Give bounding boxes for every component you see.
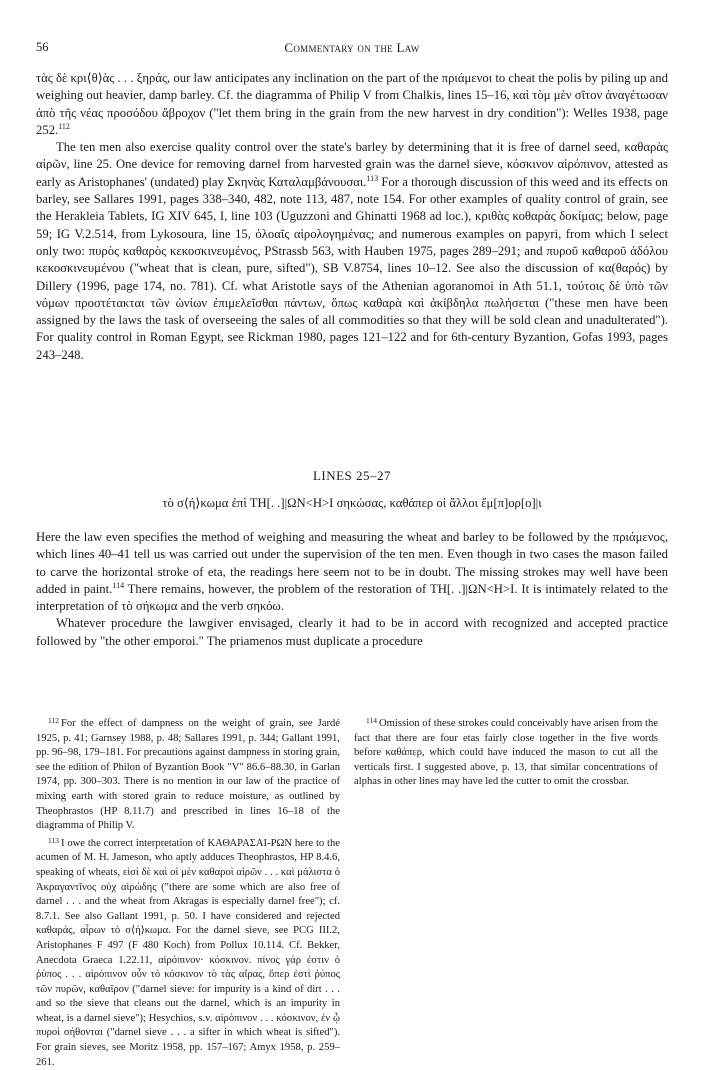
- footnote-112: $^{112}$ For the effect of dampness on the weight of grain, see Jardé 1925, p. 41; Garnsey 1988, p. 48; Sallares 1991, p. 344; Gallant 1991, pp. 96–98, 179–181. For precautions against dampness in storing grain, see the edition of Philon of Byzantion Book "V" 86.6–88.30, in Garlan 1974, pp. 300–303. There is no mention in our law of the practice of mixing earth with stored grain to reduce moisture, as outlined by Theophrastos (HP 8.11.7) and prescribed in lines 16–18 of the diagramma of Philip V.: [36, 716, 340, 832]
- page-number: 56: [36, 40, 49, 54]
- paragraph: Whatever procedure the lawgiver envisaged, clearly it had to be in accord with recognized and accepted practice followed by "the other emporoi." The priamenos must duplicate a procedure: [36, 616, 668, 648]
- footnote-114: $^{114}$ Omission of these strokes could conceivably have arisen from the fact that there are four etas fairly close together in the five words before καθάπερ, which could have induced the mason to cut all the verticals first. I suggested above, p. 13, that similar concentrations of alphas in other lines may have led the cutter to omit the crossbar.: [354, 716, 658, 788]
- footnote-ref: 114: [112, 580, 125, 590]
- lemma: τὸ σ⟨ή⟩κωμα ἐπὶ ΤΗ[. .]|ΩΝ<Η>Ι σηκώσας, καθάπερ οἱ ἄλλοι ἔμ[π]ορ[ο]|ι: [162, 496, 542, 510]
- page-header: [36, 40, 668, 60]
- footnote-ref: 113: [366, 173, 379, 183]
- footnote-113: $^{113}$ I owe the correct interpretation of ΚΑΘΑΡΑΣΑΙ-ΡΩΝ here to the acumen of M. H. Jameson, who aptly adduces Theophrastos, HP 8.4.6, speaking of wheats, εἰσὶ δὲ καὶ οἱ μὲν καθαροὶ αἱρῶν . . . καὶ μάλιστα ὁ Ἀκραγαντῖνος οὐχ αἱρώδης ("there are some which are also free of darnel . . . and the wheat from Akragas is especially darnel free"); cf. 8.7.1. See also Gallant 1991, p. 50. I have considered and rejected καθαράς, αἶρων τὸ σ⟨ή⟩κωμα. For the darnel sieve, see PCG III.2, Aristophanes F 497 (F 480 Koch) from Pollux 10.114. Cf. Bekker, Anecdota Graeca 1.22.11, αἱρόπινον· κόσκινον. πίνος γάρ ἐστιν ὁ ῥύπος . . . αἱρόπινον οὖν τὸ κόσκινον τὸ τὰς αἴρας, ὅπερ ἐστὶ ῥύπος τῶν πυρῶν, καθαῖρον ("darnel sieve: for impurity is a kind of dirt . . . and so the sieve that cleans out the darnel, which is an impurity in wheat, is a darnel sieve"); Hesychios, s.v. αἱρόπινον . . . κόσκινον, ἐν ᾧ πυροὶ σήθονται ("darnel sieve . . . a sifter in which wheat is sifted"). For grain sieves, see Moritz 1958, pp. 157–167; Amyx 1958, p. 259–261.: [36, 835, 340, 1068]
- paragraph: The ten men also exercise quality control over the state's barley by determining that it is free of darnel seed, καθαρὰς αἱρῶν, line 25. One device for removing darnel from harvested grain was the darnel sieve, κόσκινον αἱρόπινον, attested as early as Aristophanes' (undated) play Σκηνὰς Καταλαμβάνουσαι.$^{113}$ For a thorough discussion of this weed and its effects on barley, see Sallares 1991, pages 338–340, 482, note 113, 487, note 154. For other examples of quality control of grain, see the Herakleia Tablets, IG XIV 645, I, line 103 (Uguzzoni and Ghinatti 1968 ad loc.), κριθὰς κοθαρὰς δοκίμας; below, page 59; IG V.2.514, from Lykosoura, line 15, ὁλοαῖς αἱρολογημένας; and numerous examples on papyri, from which I select only two: πυρὸς καθαρὸς κεκοσκινευμένος, PStrassb 563, with Hauben 1975, pages 289–291; and πυροῦ καθαροῦ ἀδόλου κεκοσκινευμένου ("wheat that is clean, pure, sifted"), SB V.8754, lines 10–12. See also the discussion of κα(θαρός) by Dillery (1996, page 174, no. 781). Cf. what Aristotle says of the Athenian agoranomoi in Ath 51.1, τούτοις δὲ ὑπὸ τῶν νόμων προστέτακται τῶν ὠνίων ἐπιμελεῖσθαι πάντων, ὅπως καθαρὰ καὶ ἀκίβδηλα πωλήσεται ("these men have been assigned by the laws the task of overseeing the sales of all commodities so that they will be sold clean and unadulterated"). For quality control in Roman Egypt, see Rickman 1980, pages 121–122 and for 6th-century Byzantion, Gofas 1993, pages 243–248.: [36, 140, 668, 362]
- footnote-ref: 112: [58, 121, 70, 131]
- footnotes-left-column: [36, 714, 340, 1070]
- page: [36, 0, 668, 1068]
- section-body: [36, 529, 668, 650]
- footnotes: [36, 714, 668, 1068]
- section-heading: LINES 25–27: [312, 468, 392, 483]
- footnotes-right-column: [354, 714, 658, 790]
- commentary-body: [36, 70, 668, 364]
- running-title: Commentary on the Law: [284, 40, 420, 55]
- paragraph: Here the law even specifies the method of weighing and measuring the wheat and barley to be followed by the πριάμενος, which lines 40–41 tell us was carried out under the supervision of the ten men. Even though in two cases the mason failed to carve the horizontal stroke of eta, the readings here seem not to be in doubt. The missing strokes may well have been added in paint.$^{114}$ There remains, however, the problem of the restoration of ΤΗ[. .]|ΩΝ<Η>Ι. It is intimately related to the interpretation of τὸ σήκωμα and the verb σηκόω.: [36, 530, 668, 614]
- paragraph: τὰς δὲ κρι⟨θ⟩ὰς . . . ξηράς, our law anticipates any inclination on the part of the πριάμενοι to cheat the polis by piling up and weighing out heavier, damp barley. Cf. the diagramma of Philip V from Chalkis, lines 15–16, καὶ τὸμ μὲν σῖτον ἀναγέτωσαν ἀπὸ τῆς νέας προσόδου ἄβροχον ("let them bring in the grain from the new harvest in dry condition"): Welles 1938, page 252.$^{112}$: [36, 71, 668, 137]
